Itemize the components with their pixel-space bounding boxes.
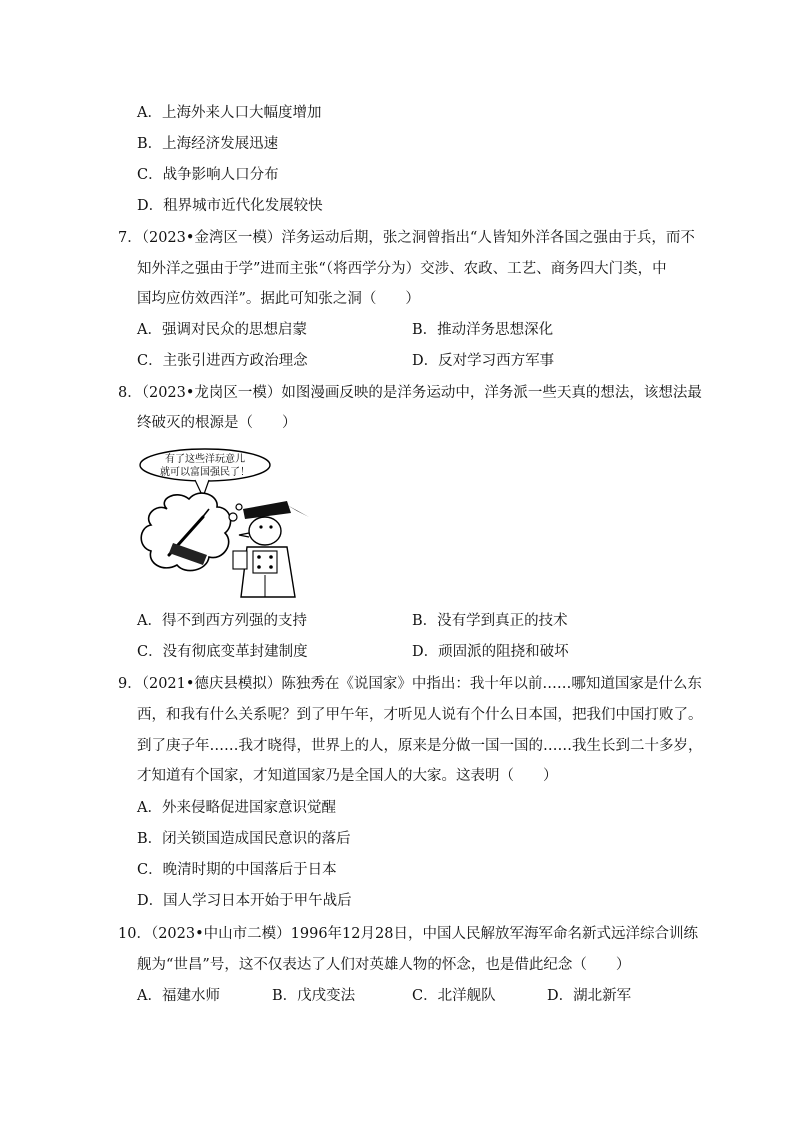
q9-stem-line-4: 才知道有个国家，才知道国家乃是全国人的大家。这表明（ ）: [137, 768, 558, 784]
q7-option-d[interactable]: D．反对学习西方军事: [412, 353, 555, 369]
q9-stem-line-2: 西，和我有什么关系呢？到了甲午年，才听见人说有个什么日本国，把我们中国打败了。: [137, 707, 703, 723]
q10-stem-line-1: 10．（2023•中山市二模）1996年12月28日，中国人民解放军海军命名新式远洋综合训练: [118, 926, 698, 942]
q7-option-b[interactable]: B．推动洋务思想深化: [412, 322, 554, 338]
q8-option-d[interactable]: D．顽固派的阻挠和破坏: [412, 644, 569, 660]
yangwu-cartoon-image: [137, 447, 313, 602]
q10-option-d[interactable]: D．湖北新军: [547, 988, 632, 1004]
q8-option-a[interactable]: A．得不到西方列强的支持: [137, 613, 307, 629]
q7-option-a[interactable]: A．强调对民众的思想启蒙: [137, 322, 307, 338]
q6-option-b[interactable]: B．上海经济发展迅速: [137, 136, 279, 152]
q6-option-d[interactable]: D．租界城市近代化发展较快: [137, 198, 323, 214]
q6-option-a[interactable]: A．上海外来人口大幅度增加: [137, 105, 322, 121]
q9-stem-line-3: 到了庚子年……我才晓得，世界上的人，原来是分做一国一国的……我生长到二十多岁，: [137, 738, 703, 754]
speech-bubble-line-2: 就可以富国强民了！: [160, 467, 250, 478]
q6-option-c[interactable]: C．战争影响人口分布: [137, 167, 279, 183]
q10-option-c[interactable]: C．北洋舰队: [412, 988, 496, 1004]
q9-option-b[interactable]: B．闭关锁国造成国民意识的落后: [137, 831, 351, 847]
q9-option-d[interactable]: D．国人学习日本开始于甲午战后: [137, 893, 352, 909]
q7-stem-line-3: 国均应仿效西洋”。据此可知张之洞（ ）: [137, 291, 420, 307]
q7-stem-line-2: 知外洋之强由于学”进而主张“（将西学分为）交涉、农政、工艺、商务四大门类，中: [137, 261, 667, 277]
q8-option-b[interactable]: B．没有学到真正的技术: [412, 613, 568, 629]
q7-stem-line-1: 7．（2023•金湾区一模）洋务运动后期，张之洞曾指出“人皆知外洋各国之强由于兵，而不: [118, 230, 695, 246]
q8-stem-line-1: 8．（2023•龙岗区一模）如图漫画反映的是洋务运动中，洋务派一些天真的想法，该想法最: [118, 385, 702, 401]
q9-option-a[interactable]: A．外来侵略促进国家意识觉醒: [137, 800, 336, 816]
q10-option-a[interactable]: A．福建水师: [137, 988, 220, 1004]
q9-stem-line-1: 9．（2021•德庆县模拟）陈独秀在《说国家》中指出：我十年以前……哪知道国家是什么东: [118, 676, 702, 692]
q10-stem-line-2: 舰为“世昌”号，这不仅表达了人们对英雄人物的怀念，也是借此纪念（ ）: [137, 957, 631, 973]
q9-option-c[interactable]: C．晚清时期的中国落后于日本: [137, 862, 337, 878]
q10-option-b[interactable]: B．戊戌变法: [272, 988, 356, 1004]
qing-official-figure: [233, 501, 309, 597]
q8-option-c[interactable]: C．没有彻底变革封建制度: [137, 644, 308, 660]
speech-bubble-line-1: 有了这些洋玩意儿: [165, 454, 245, 465]
q8-stem-line-2: 终破灭的根源是（ ）: [137, 415, 297, 431]
q7-option-c[interactable]: C．主张引进西方政治理念: [137, 353, 308, 369]
